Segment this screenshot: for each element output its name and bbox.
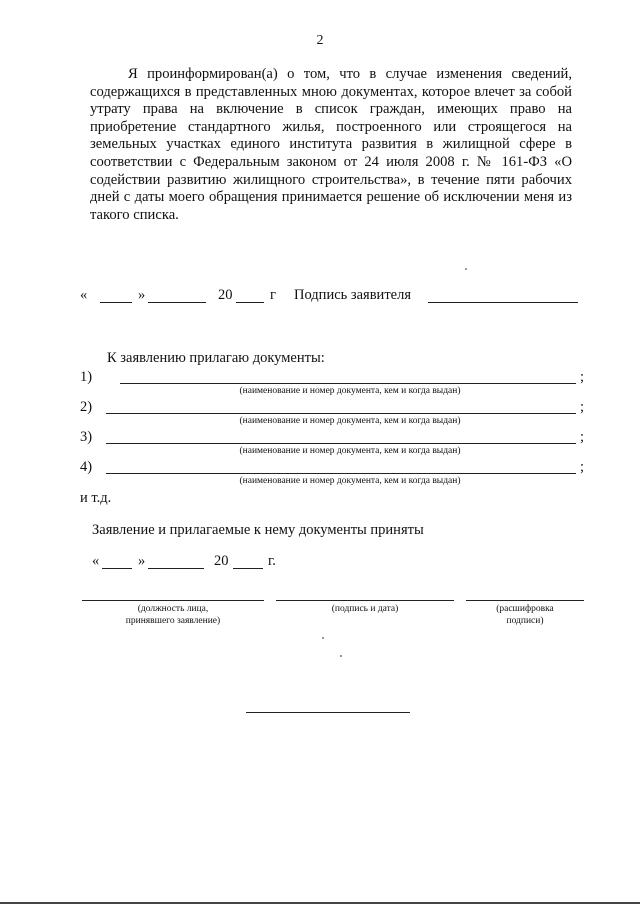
year-suffix: г [270,287,276,303]
attachment-field[interactable] [106,473,576,474]
notice-paragraph [90,66,572,224]
accepted-title: Заявление и прилагаемые к нему документы приняты [92,522,424,538]
applicant-signature-field[interactable] [428,302,578,303]
year-field[interactable] [236,302,264,303]
attachments-title: К заявлению прилагаю документы: [107,350,325,366]
attachment-hint: (наименование и номер документа, кем и когда выдан) [239,386,461,396]
attachment-field[interactable] [106,413,576,414]
attachment-hint: (наименование и номер документа, кем и когда выдан) [239,416,461,426]
attachment-semicolon: ; [580,429,585,445]
accepted-day-field[interactable] [102,568,132,569]
attachment-field[interactable] [120,383,576,384]
day-field[interactable] [100,302,132,303]
notice-text: Я проинформирован(а) о том, что в случае изменения сведений, содержащихся в представленных мною документах, которое влечет за собой утрату права на включение в список граждан, имеющих право на приобретение стандартного жилья, построенного или строящегося на земельных участках единого института развития в жилищной сфере в соответствии с Федеральным законом от 24 июля 2008 г. № 161-ФЗ «О содействии развитию жилищного строительства», в течение пяти рабочих дней с даты моего обращения принимается решение об исключении меня из такого списка. [90,66,572,223]
close-quote: » [138,287,146,303]
official-name-field[interactable] [466,600,584,601]
attachment-semicolon: ; [580,459,585,475]
attachment-semicolon: ; [580,369,585,385]
accepted-month-field[interactable] [148,568,204,569]
applicant-signature-label: Подпись заявителя [294,287,411,303]
attachment-number: 1) [80,369,93,385]
open-quote: « [80,287,88,303]
attachment-field[interactable] [106,443,576,444]
etc-text: и т.д. [80,490,112,506]
page-number: 2 [316,33,324,48]
open-quote: « [92,553,100,569]
scan-speck [322,637,324,639]
closing-rule [246,712,410,713]
attachment-number: 4) [80,459,93,475]
close-quote: » [138,553,146,569]
accepted-year-prefix: 20 [214,553,229,569]
official-position-field[interactable] [82,600,264,601]
attachment-number: 2) [80,399,93,415]
attachment-hint: (наименование и номер документа, кем и когда выдан) [239,476,461,486]
year-prefix: 20 [218,287,233,303]
month-field[interactable] [148,302,206,303]
sign-date-hint: (подпись и дата) [331,604,399,614]
scan-speck [465,268,467,270]
attachment-number: 3) [80,429,93,445]
accepted-year-field[interactable] [233,568,263,569]
position-hint: (должность лица, принявшего заявление) [125,604,221,626]
page-bottom-edge [0,902,640,904]
attachment-hint: (наименование и номер документа, кем и когда выдан) [239,446,461,456]
official-signature-field[interactable] [276,600,454,601]
accepted-year-suffix: г. [268,553,276,569]
attachment-semicolon: ; [580,399,585,415]
decode-hint: (расшифровка подписи) [496,604,554,626]
scan-speck [340,655,342,657]
